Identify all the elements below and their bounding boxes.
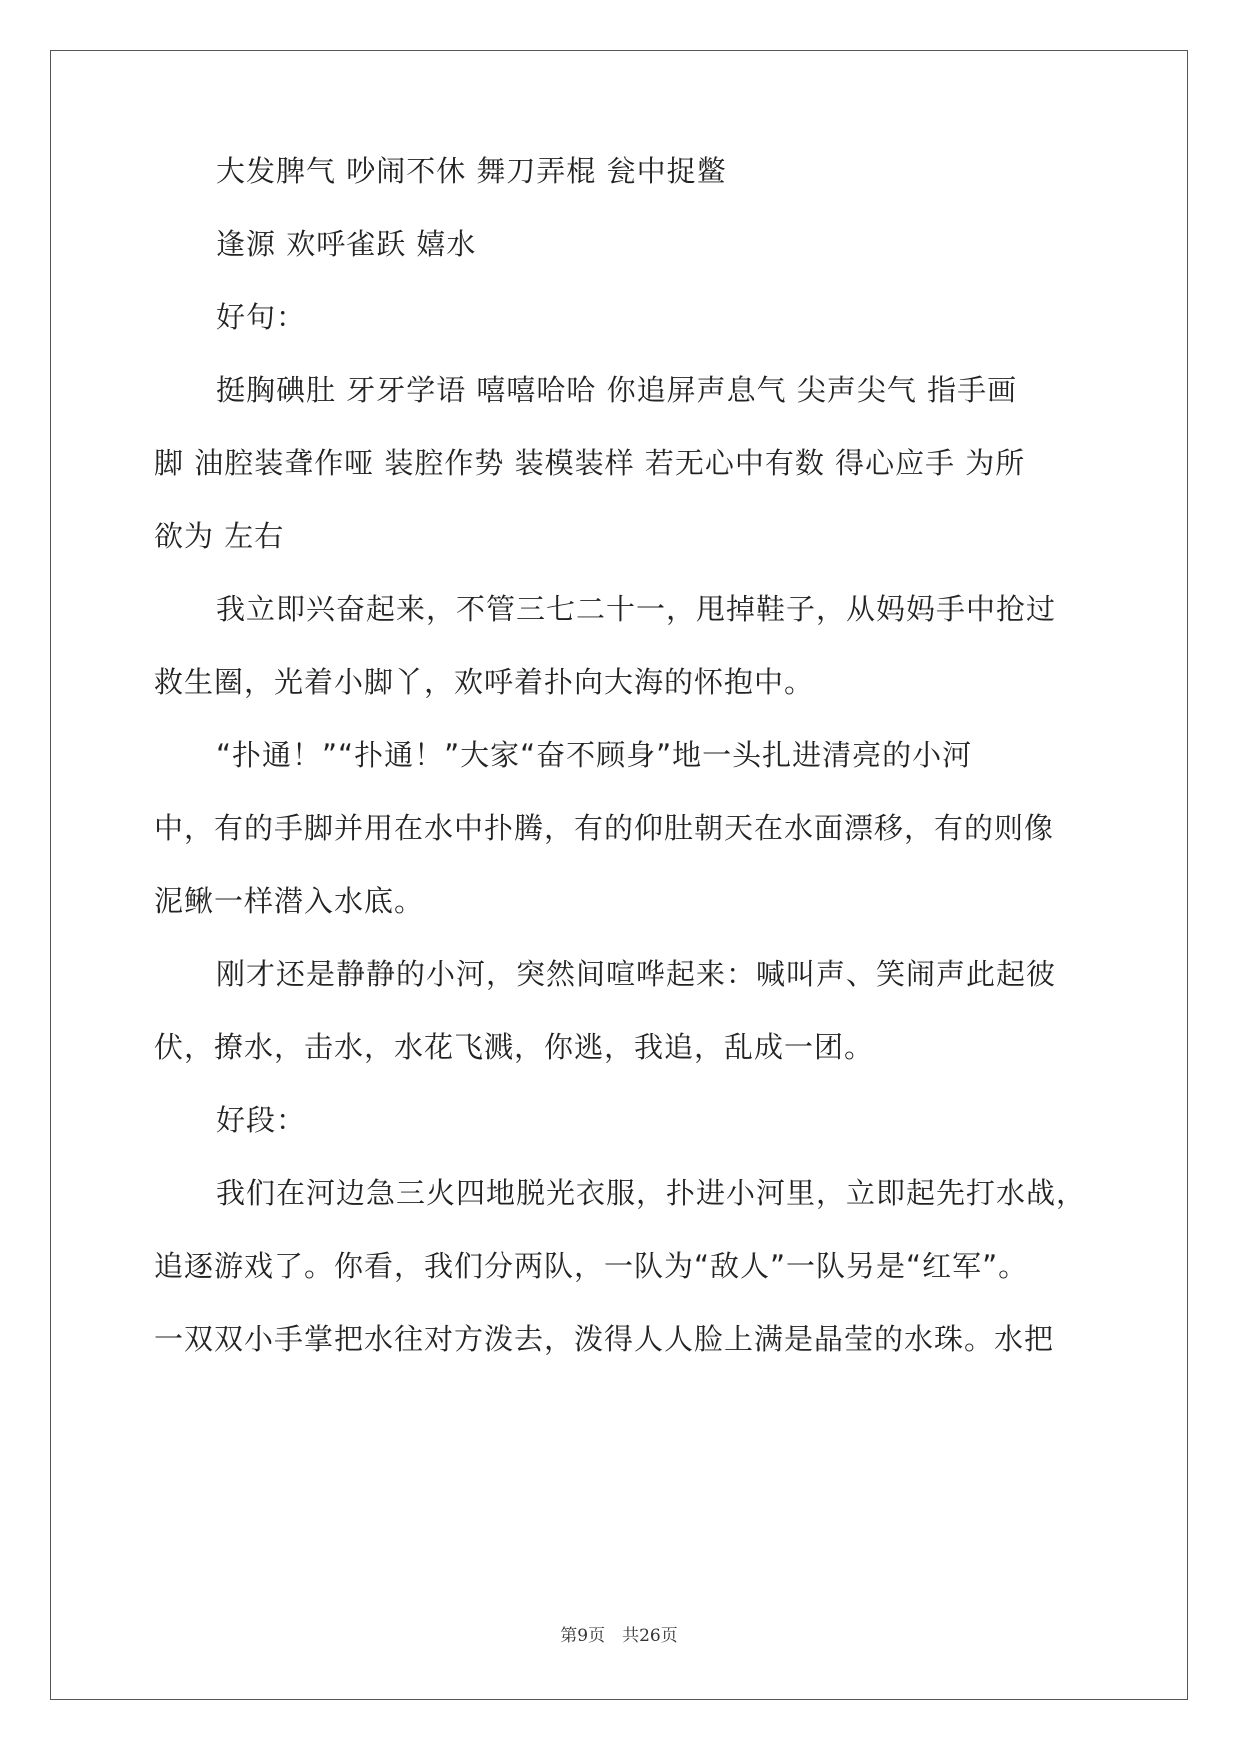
text-line: 一双双小手掌把水往对方泼去，泼得人人脸上满是晶莹的水珠。水把 — [154, 1322, 1055, 1356]
text-line: 我立即兴奋起来，不管三七二十一，甩掉鞋子，从妈妈手中抢过 — [216, 592, 1057, 626]
text-line: 伏，撩水，击水，水花飞溅，你逃，我追，乱成一团。 — [154, 1030, 875, 1064]
document-page — [50, 50, 1188, 1700]
text-line: 泥鳅一样潜入水底。 — [154, 884, 425, 918]
text-line: 我们在河边急三火四地脱光衣服，扑进小河里，立即起先打水战， — [216, 1176, 1087, 1210]
heading-good-paragraphs: 好段： — [216, 1103, 307, 1137]
text-line: 大发脾气 吵闹不休 舞刀弄棍 瓮中捉鳖 — [216, 154, 727, 188]
text-line: “扑通！”“扑通！”大家“奋不顾身”地一头扎进清亮的小河 — [216, 738, 973, 772]
text-line: 挺胸碘肚 牙牙学语 嘻嘻哈哈 你追屏声息气 尖声尖气 指手画 — [216, 373, 1018, 407]
text-line: 刚才还是静静的小河，突然间喧哗起来：喊叫声、笑闹声此起彼 — [216, 957, 1057, 991]
text-line: 追逐游戏了。你看，我们分两队，一队为“敌人”一队另是“红军”。 — [154, 1249, 1029, 1283]
text-line: 欲为 左右 — [154, 519, 285, 553]
text-line: 逢源 欢呼雀跃 嬉水 — [216, 227, 477, 261]
text-line: 中，有的手脚并用在水中扑腾，有的仰肚朝天在水面漂移，有的则像 — [154, 811, 1055, 845]
heading-good-sentences: 好句： — [216, 300, 307, 334]
page-footer: 第9页 共26页 — [560, 1626, 678, 1646]
text-line: 救生圈，光着小脚丫，欢呼着扑向大海的怀抱中。 — [154, 665, 815, 699]
text-line: 脚 油腔装聋作哑 装腔作势 装模装样 若无心中有数 得心应手 为所 — [154, 446, 1026, 480]
